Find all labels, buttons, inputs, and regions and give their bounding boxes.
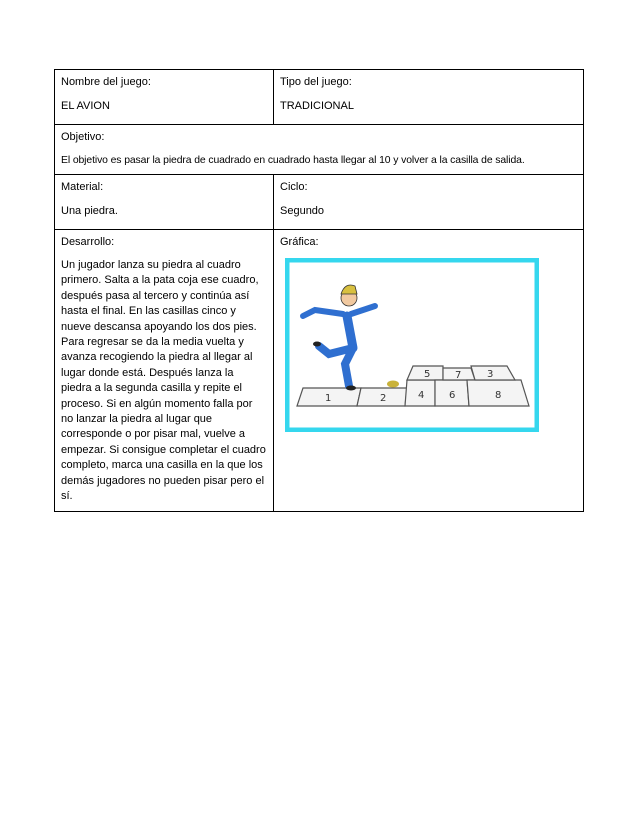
figure-shoe (346, 386, 356, 391)
row-development-graphic (55, 230, 584, 512)
development-label: Desarrollo: (61, 236, 115, 248)
material-label: Material: (61, 181, 104, 193)
game-table (54, 69, 584, 512)
figure-torso (347, 316, 353, 348)
hop-number: 3 (487, 369, 494, 380)
stone-icon (387, 381, 399, 388)
cell-game-type (274, 70, 584, 125)
hop-number: 2 (380, 393, 387, 404)
figure-shoe (313, 342, 321, 347)
cell-objective (55, 125, 584, 175)
cycle-value: Segundo (280, 205, 325, 217)
cycle-label: Ciclo: (280, 181, 308, 193)
game-type-value: TRADICIONAL (280, 100, 354, 112)
hopscotch-illustration (285, 258, 577, 437)
graphic-label: Gráfica: (280, 236, 319, 248)
game-type-label: Tipo del juego: (280, 76, 352, 88)
material-value: Una piedra. (61, 205, 118, 217)
game-name-label: Nombre del juego: (61, 76, 151, 88)
cell-cycle (274, 175, 584, 230)
hop-number: 8 (495, 390, 502, 401)
cell-material (55, 175, 274, 230)
game-name-value: EL AVION (61, 100, 110, 112)
hop-number: 5 (424, 369, 431, 380)
objective-value: El objetivo es pasar la piedra de cuadrado en cuadrado hasta llegar al 10 y volver a la casilla de salida. (61, 155, 525, 166)
hop-number: 7 (455, 370, 462, 381)
cell-game-name (55, 70, 274, 125)
row-material-cycle (55, 175, 584, 230)
row-name-type (55, 70, 584, 125)
cell-graphic (274, 230, 584, 512)
row-objective (55, 125, 584, 175)
objective-label: Objetivo: (61, 131, 105, 143)
development-value: Un jugador lanza su piedra al cuadro primero. Salta a la pata coja ese cuadro, después pasa al tercero y continúa así hasta el final. En las casillas cinco y nueve descansa apoyando los dos pies. Para regresar se da la media vuelta y avanza recogiendo la piedra al llegar al lugar donde está. Después lanza la piedra a la segunda casilla y repite el proceso. Si en algún momento falla por no lanzar la piedra al lugar que corresponde o por pisar mal, vuelve a empezar. Si consigue completar el cuadro completo, marca una casilla en la que los demás jugadores no pueden pisar pero el sí. (61, 259, 266, 503)
hop-number: 4 (418, 390, 425, 401)
cell-development (55, 230, 274, 512)
hop-number: 1 (325, 393, 332, 404)
game-sheet (54, 69, 583, 512)
hop-number: 6 (449, 390, 456, 401)
hopscotch-svg (285, 258, 539, 432)
